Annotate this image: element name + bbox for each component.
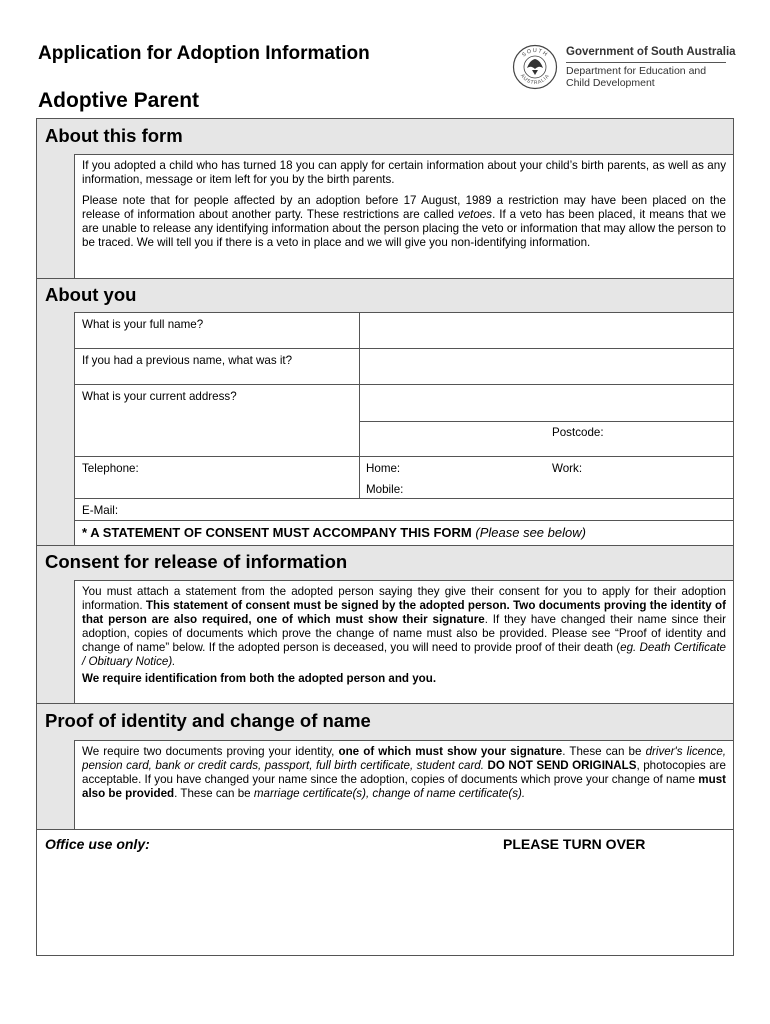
- telephone-row: [74, 456, 733, 498]
- consent-text-box: [74, 580, 733, 704]
- government-logo: [512, 44, 736, 90]
- consent-requirement: We require identification from both the adopted person and you.: [82, 672, 437, 685]
- section-proof-of-identity: [37, 703, 733, 829]
- consent-notice-italic: (Please see below): [475, 525, 586, 540]
- email-label: E-Mail:: [82, 504, 119, 517]
- section-about-you: [37, 278, 733, 545]
- previous-name-field[interactable]: [359, 349, 733, 384]
- document-title: Application for Adoption Information: [38, 43, 370, 64]
- mobile-phone-label: Mobile:: [366, 483, 404, 496]
- application-form: [36, 118, 734, 956]
- work-phone-label: Work:: [552, 462, 583, 475]
- email-row: [74, 498, 733, 520]
- section-heading-proof: Proof of identity and change of name: [45, 710, 371, 731]
- section-heading-consent: Consent for release of information: [45, 551, 348, 572]
- consent-notice-bold: * A STATEMENT OF CONSENT MUST ACCOMPANY THIS FORM: [82, 525, 472, 540]
- seal-top-text: SOUTH: [521, 47, 549, 59]
- section-about-form: [37, 119, 733, 278]
- home-phone-label: Home:: [366, 462, 401, 475]
- about-form-text-box: [74, 154, 733, 278]
- full-name-row: [74, 312, 733, 348]
- full-name-label: What is your full name?: [82, 318, 204, 331]
- section-consent: [37, 545, 733, 703]
- department-line-2: Child Development: [566, 77, 655, 89]
- proof-text-box: [74, 740, 733, 830]
- postcode-label: Postcode:: [552, 426, 604, 439]
- previous-name-label: If you had a previous name, what was it?: [82, 354, 293, 367]
- consent-statement-notice: [74, 520, 733, 545]
- about-form-paragraph-1: If you adopted a child who has turned 18 you can apply for certain information about your child’s birth parents, as well as any information, message or item left for you by the birth parents.: [82, 159, 726, 186]
- section-heading-about-you: About you: [45, 284, 137, 305]
- telephone-field[interactable]: [359, 457, 733, 498]
- logo-divider: [566, 62, 726, 63]
- email-field[interactable]: [165, 499, 733, 520]
- document-subtitle: Adoptive Parent: [38, 89, 200, 112]
- government-name: Government of South Australia: [566, 46, 736, 58]
- address-label: What is your current address?: [82, 390, 237, 403]
- previous-name-row: [74, 348, 733, 384]
- state-seal-icon: [512, 44, 558, 90]
- seal-bottom-text: AUSTRALIA: [518, 73, 552, 87]
- telephone-label: Telephone:: [82, 462, 139, 475]
- about-form-paragraph-2: Please note that for people affected by an adoption before 17 August, 1989 a restriction may have been placed on the release of information about another party. These restrictions are called vetoes. If a veto has been placed, it means that we are unable to release any identifying information about the person placing the veto or information that may allow the person to be traced. We will tell you if there is a veto in place and we will give you non-identifying information.: [82, 194, 727, 249]
- address-row: [74, 384, 733, 456]
- proof-paragraph: We require two documents proving your identity, one of which must show your signature. These can be driver's licence, pension card, bank or credit cards, passport, full birth certificate, student card. DO NOT SEND ORIGINALS, photocopies are acceptable. If you have changed your name since the adoption, copies of documents which prove your change of name must also be provided. These can be marriage certificate(s), change of name certificate(s).: [82, 745, 726, 800]
- department-line-1: Department for Education and: [566, 65, 707, 77]
- office-use-area: [37, 829, 733, 955]
- section-heading-about-form: About this form: [45, 125, 183, 146]
- office-use-label: Office use only:: [45, 836, 150, 852]
- svg-text:SOUTH: [521, 48, 549, 59]
- department-name: [566, 65, 706, 89]
- full-name-field[interactable]: [359, 313, 733, 348]
- please-turn-over: PLEASE TURN OVER: [503, 836, 646, 852]
- consent-paragraph: You must attach a statement from the adopted person saying they give their consent for you to apply for their adoption information. This statement of consent must be signed by the adopted person. Two documents proving the identity of that person are also required, one of which must show their signature. If they have changed their name since their adoption, copies of documents which prove the change of name must also be provided. Please see “Proof of identity and change of name” below. If the adopted person is deceased, you will need to provide proof of their death (eg. Death Certificate / Obituary Notice).: [82, 585, 727, 668]
